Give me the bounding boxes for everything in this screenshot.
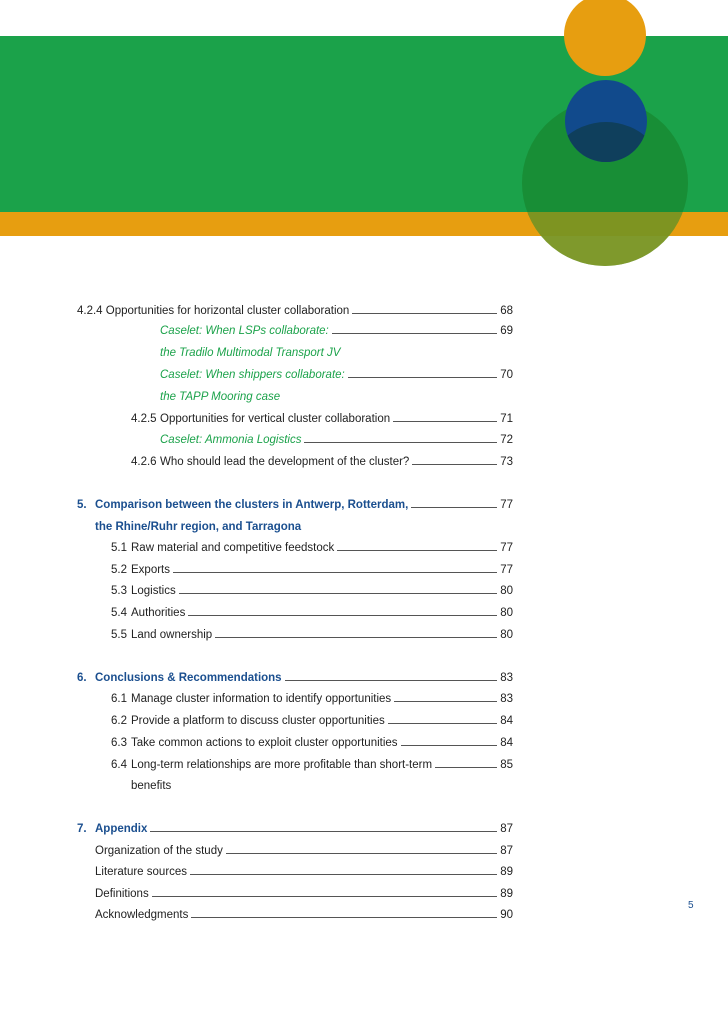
toc-page: 80 — [500, 629, 513, 641]
toc-entry-5-5[interactable] — [111, 626, 513, 644]
toc-page: 83 — [500, 693, 513, 705]
toc-page: 69 — [500, 325, 513, 337]
dot-leader — [393, 410, 497, 422]
toc-entry-4-2-4[interactable] — [77, 302, 513, 320]
toc-chapter-6[interactable] — [77, 669, 513, 687]
toc-caselet-ammonia[interactable] — [160, 431, 513, 449]
toc-number: 5.4 — [111, 607, 127, 619]
toc-entry-4-2-6[interactable] — [131, 453, 513, 471]
toc-number: 6.4 — [111, 759, 127, 771]
toc-caselet-shippers[interactable] — [160, 366, 513, 384]
toc-title: Land ownership — [131, 629, 213, 641]
toc-page: 71 — [500, 413, 513, 425]
dot-leader — [348, 366, 497, 378]
toc-page: 87 — [500, 845, 513, 857]
dot-leader — [179, 582, 497, 594]
toc-number: 7. — [77, 823, 87, 835]
toc-entry-5-4[interactable] — [111, 604, 513, 622]
toc-entry-6-2[interactable] — [111, 712, 513, 730]
toc-number: 6.3 — [111, 737, 127, 749]
dot-leader — [412, 453, 497, 465]
toc-caselet-lsp[interactable] — [160, 322, 513, 340]
toc-page: 84 — [500, 737, 513, 749]
toc-entry-5-2[interactable] — [111, 561, 513, 579]
decorative-circles — [0, 0, 728, 300]
toc-caselet-shippers-cont: the TAPP Mooring case — [160, 391, 281, 403]
toc-entry-6-1[interactable] — [111, 690, 513, 708]
toc-title: Acknowledgments — [95, 909, 189, 921]
toc-title: Take common actions to exploit cluster opportunities — [131, 737, 398, 749]
toc-entry-5-1[interactable] — [111, 539, 513, 557]
dot-leader — [394, 690, 497, 702]
toc-entry-4-2-5[interactable] — [131, 410, 513, 428]
toc-page: 87 — [500, 823, 513, 835]
toc-title: Exports — [131, 564, 170, 576]
toc-page: 85 — [500, 759, 513, 771]
toc-page: 77 — [500, 542, 513, 554]
toc-title: Provide a platform to discuss cluster opportunities — [131, 715, 385, 727]
toc-number: 6.1 — [111, 693, 127, 705]
dot-leader — [435, 756, 497, 768]
dot-leader — [332, 322, 497, 334]
toc-entry-6-4[interactable] — [111, 756, 513, 774]
dot-leader — [173, 561, 497, 573]
dot-leader — [190, 863, 497, 875]
dot-leader — [215, 626, 497, 638]
toc-chapter-5[interactable] — [77, 496, 513, 514]
dot-leader — [285, 669, 498, 681]
toc-page: 70 — [500, 369, 513, 381]
toc-page: 89 — [500, 866, 513, 878]
toc-appendix-definitions[interactable] — [95, 885, 513, 903]
toc-title: Definitions — [95, 888, 149, 900]
toc-title: Opportunities for vertical cluster collaboration — [160, 413, 391, 425]
toc-title: Appendix — [95, 823, 148, 835]
toc-entry-5-3[interactable] — [111, 582, 513, 600]
toc-appendix-organization[interactable] — [95, 842, 513, 860]
toc-title: Organization of the study — [95, 845, 223, 857]
toc-page: 77 — [500, 499, 513, 511]
toc-page: 89 — [500, 888, 513, 900]
toc-page: 68 — [500, 305, 513, 317]
dot-leader — [150, 820, 497, 832]
circle-top-orange — [564, 0, 646, 76]
toc-title: Caselet: Ammonia Logistics — [160, 434, 302, 446]
toc-number: 5.2 — [111, 564, 127, 576]
toc-page: 80 — [500, 585, 513, 597]
toc-title: Literature sources — [95, 866, 188, 878]
toc-number: 5.3 — [111, 585, 127, 597]
toc-title: Raw material and competitive feedstock — [131, 542, 335, 554]
toc-title: Long-term relationships are more profitable than short-term — [131, 759, 433, 771]
toc-page: 77 — [500, 564, 513, 576]
dot-leader — [388, 712, 497, 724]
dot-leader — [191, 906, 497, 918]
toc-number: 6.2 — [111, 715, 127, 727]
dot-leader — [152, 885, 498, 897]
toc-title: Logistics — [131, 585, 176, 597]
toc-caselet-lsp-cont: the Tradilo Multimodal Transport JV — [160, 347, 341, 359]
toc-appendix-literature[interactable] — [95, 863, 513, 881]
toc-chapter-7[interactable] — [77, 820, 513, 838]
page-number: 5 — [688, 900, 694, 911]
toc-number: 4.2.6 — [131, 456, 157, 468]
toc-appendix-acknowledgments[interactable] — [95, 906, 513, 924]
toc-number: 6. — [77, 672, 87, 684]
toc-page: 73 — [500, 456, 513, 468]
toc-page: 83 — [500, 672, 513, 684]
toc-entry-6-3[interactable] — [111, 734, 513, 752]
toc-title: Manage cluster information to identify opportunities — [131, 693, 392, 705]
toc-chapter-5-cont: the Rhine/Ruhr region, and Tarragona — [95, 521, 302, 533]
dot-leader — [352, 302, 497, 314]
dot-leader — [304, 431, 497, 443]
toc-number: 4.2.5 — [131, 413, 157, 425]
toc-title: 4.2.4 Opportunities for horizontal cluster collaboration — [77, 305, 350, 317]
toc-title: Caselet: When shippers collaborate: — [160, 369, 345, 381]
dot-leader — [337, 539, 497, 551]
toc-title: Authorities — [131, 607, 186, 619]
toc-number: 5.5 — [111, 629, 127, 641]
dot-leader — [411, 496, 497, 508]
toc-page: 90 — [500, 909, 513, 921]
toc-title: Caselet: When LSPs collaborate: — [160, 325, 329, 337]
toc-title: Who should lead the development of the cluster? — [160, 456, 410, 468]
toc-page: 72 — [500, 434, 513, 446]
dot-leader — [226, 842, 497, 854]
toc-number: 5. — [77, 499, 87, 511]
toc-page: 80 — [500, 607, 513, 619]
toc-page: 84 — [500, 715, 513, 727]
toc-entry-6-4-cont: benefits — [131, 780, 172, 792]
toc-title: Comparison between the clusters in Antwerp, Rotterdam, — [95, 499, 409, 511]
toc-number: 5.1 — [111, 542, 127, 554]
toc-title: Conclusions & Recommendations — [95, 672, 282, 684]
dot-leader — [401, 734, 498, 746]
dot-leader — [188, 604, 497, 616]
